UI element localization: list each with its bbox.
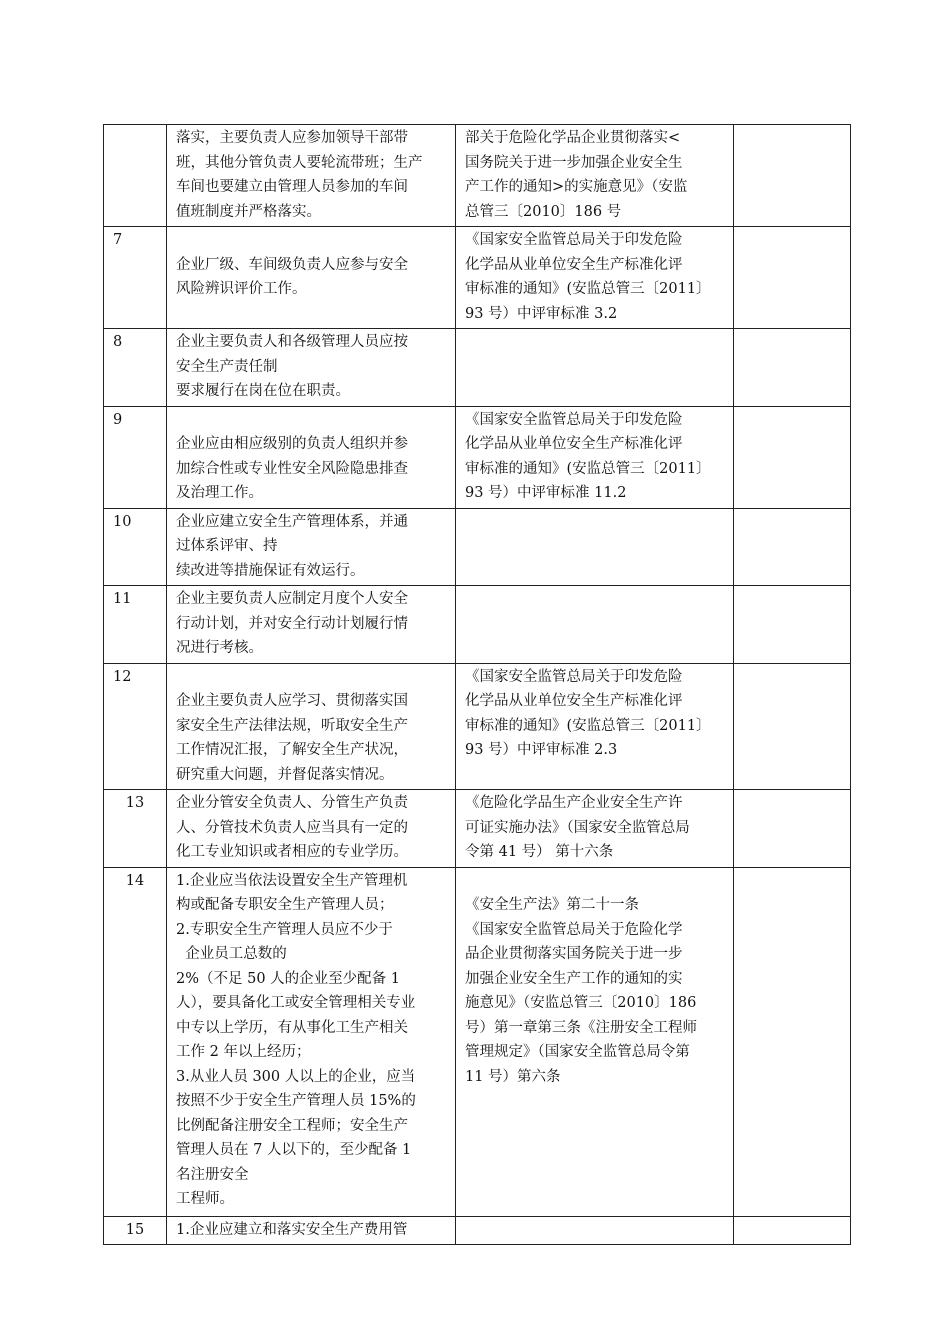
remark-cell: [734, 406, 851, 508]
table-row: [104, 867, 851, 1216]
row-number: 7: [104, 227, 167, 329]
basis-cell: [456, 1216, 734, 1245]
basis-line: 品企业贯彻落实国务院关于进一步: [465, 946, 683, 962]
basis-line: 令第 41 号） 第十六条: [465, 844, 614, 860]
requirement-line: 化工专业知识或者相应的专业学历。: [176, 844, 408, 860]
requirement-line: 及治理工作。: [176, 485, 263, 501]
requirement-line: 企业分管安全负责人、分管生产负责: [176, 795, 408, 811]
requirement-line: 企业主要负责人应制定月度个人安全: [176, 591, 408, 607]
basis-line: 审标准的通知》(安监总管三〔2011〕: [465, 460, 711, 477]
basis-line: 《国家安全监管总局关于危险化学: [465, 921, 683, 938]
basis-line: 审标准的通知》(安监总管三〔2011〕: [465, 717, 711, 734]
requirement-cell: [167, 329, 456, 407]
remark-cell: [734, 790, 851, 868]
requirement-line: 工作 2 年以上经历；: [176, 1044, 311, 1060]
basis-line: 93 号）中评审标准 2.3: [465, 742, 618, 758]
basis-cell: [456, 125, 734, 227]
basis-line: 《国家安全监管总局关于印发危险: [465, 411, 683, 428]
table-row: [104, 125, 851, 227]
basis-cell: [456, 586, 734, 664]
table-row: [104, 406, 851, 508]
row-number: 10: [104, 508, 167, 586]
requirement-line: 1.企业应当依法设置安全生产管理机: [176, 872, 408, 889]
requirement-cell: [167, 227, 456, 329]
table-row: [104, 508, 851, 586]
row-number: 8: [104, 329, 167, 407]
requirement-line: 比例配备注册安全工程师；安全生产: [176, 1117, 408, 1134]
remark-cell: [734, 586, 851, 664]
basis-line: 号）第一章第三条《注册安全工程师: [465, 1019, 697, 1036]
requirement-line: 研究重大问题，并督促落实情况。: [176, 766, 394, 783]
basis-line: 化学品从业单位安全生产标准化评: [465, 693, 683, 709]
table-row: [104, 663, 851, 790]
basis-cell: [456, 867, 734, 1216]
requirement-line: 企业应建立安全生产管理体系，并通: [176, 513, 408, 530]
basis-line: 11 号）第六条: [465, 1068, 561, 1085]
requirement-cell: [167, 790, 456, 868]
requirement-line: 况进行考核。: [176, 640, 263, 656]
basis-line: 化学品从业单位安全生产标准化评: [465, 256, 683, 273]
requirement-cell: [167, 663, 456, 790]
requirement-line: 人、分管技术负责人应当具有一定的: [176, 819, 408, 836]
requirement-line: 过体系评审、持: [176, 538, 278, 554]
basis-line: 管理规定》（国家安全监管总局令第: [465, 1044, 690, 1060]
requirement-line: 企业厂级、车间级负责人应参与安全: [176, 256, 408, 273]
requirement-line: 班，其他分管负责人要轮流带班；生产: [176, 154, 423, 171]
basis-cell: [456, 790, 734, 868]
basis-line: 总管三〔2010〕186 号: [465, 203, 622, 220]
requirement-line: 家安全生产法律法规，听取安全生产: [176, 717, 408, 734]
requirement-line: 企业员工总数的: [176, 946, 287, 962]
requirement-line: 工程师。: [176, 1191, 234, 1207]
requirement-line: 2.专职安全生产管理人员应不少于: [176, 921, 393, 938]
row-number: 14: [104, 867, 167, 1216]
basis-line: 审标准的通知》(安监总管三〔2011〕: [465, 281, 711, 297]
basis-line: 93 号）中评审标准 3.2: [465, 305, 618, 322]
basis-cell: [456, 227, 734, 329]
table-row: [104, 329, 851, 407]
requirement-line: 按照不少于安全生产管理人员 15%的: [176, 1093, 416, 1109]
row-number: [104, 125, 167, 227]
requirement-line: [176, 665, 449, 690]
table-row: [104, 227, 851, 329]
requirement-line: 中专以上学历，有从事化工生产相关: [176, 1019, 408, 1036]
requirement-line: 要求履行在岗在位在职责。: [176, 383, 350, 399]
requirement-line: 风险辨识评价工作。: [176, 281, 307, 297]
row-number: 13: [104, 790, 167, 868]
basis-cell: [456, 663, 734, 790]
requirement-cell: [167, 867, 456, 1216]
basis-line: 93 号）中评审标准 11.2: [465, 485, 627, 501]
row-number: 15: [104, 1216, 167, 1245]
basis-line: 《国家安全监管总局关于印发危险: [465, 232, 683, 248]
row-number: 9: [104, 406, 167, 508]
basis-line: 国务院关于进一步加强企业安全生: [465, 154, 683, 171]
remark-cell: [734, 1216, 851, 1245]
requirement-line: 行动计划，并对安全行动计划履行情: [176, 615, 408, 632]
row-number: 12: [104, 663, 167, 790]
requirement-line: 人），要具备化工或安全管理相关专业: [176, 995, 416, 1011]
table-row: [104, 1216, 851, 1245]
basis-line: 《安全生产法》第二十一条: [465, 897, 639, 913]
requirement-line: 企业应由相应级别的负责人组织并参: [176, 436, 408, 452]
safety-requirements-table: [103, 124, 851, 1245]
requirement-cell: [167, 586, 456, 664]
requirement-line: 车间也要建立由管理人员参加的车间: [176, 179, 408, 195]
table-body: [104, 125, 851, 1245]
remark-cell: [734, 867, 851, 1216]
basis-line: 加强企业安全生产工作的通知的实: [465, 970, 683, 987]
requirement-cell: [167, 125, 456, 227]
basis-line: 部关于危险化学品企业贯彻落实<: [465, 130, 681, 146]
requirement-line: 2%（不足 50 人的企业至少配备 1: [176, 970, 401, 987]
basis-line: [465, 869, 727, 894]
remark-cell: [734, 125, 851, 227]
requirement-line: 落实，主要负责人应参加领导干部带: [176, 130, 408, 146]
requirement-cell: [167, 406, 456, 508]
requirement-line: 管理人员在 7 人以下的，至少配备 1: [176, 1142, 412, 1158]
remark-cell: [734, 508, 851, 586]
basis-line: 产工作的通知>的实施意见》（安监: [465, 179, 688, 195]
basis-line: 《国家安全监管总局关于印发危险: [465, 668, 683, 685]
remark-cell: [734, 227, 851, 329]
remark-cell: [734, 663, 851, 790]
requirement-line: 安全生产责任制: [176, 358, 278, 375]
basis-cell: [456, 329, 734, 407]
requirement-line: 企业主要负责人应学习、贯彻落实国: [176, 693, 408, 709]
basis-cell: [456, 508, 734, 586]
table-row: [104, 586, 851, 664]
requirement-line: 1.企业应建立和落实安全生产费用管: [176, 1221, 408, 1238]
basis-line: 《危险化学品生产企业安全生产许: [465, 795, 683, 811]
requirement-cell: [167, 508, 456, 586]
requirement-line: [176, 228, 449, 253]
requirement-line: 企业主要负责人和各级管理人员应按: [176, 334, 408, 350]
basis-cell: [456, 406, 734, 508]
requirement-line: 构或配备专职安全生产管理人员；: [176, 897, 394, 913]
requirement-line: 加综合性或专业性安全风险隐患排查: [176, 460, 408, 477]
requirement-line: 值班制度并严格落实。: [176, 203, 321, 220]
basis-line: 化学品从业单位安全生产标准化评: [465, 436, 683, 452]
basis-line: 可证实施办法》（国家安全监管总局: [465, 819, 690, 836]
requirement-line: 名注册安全: [176, 1166, 249, 1183]
requirement-line: 3.从业人员 300 人以上的企业，应当: [176, 1068, 416, 1085]
row-number: 11: [104, 586, 167, 664]
requirement-cell: [167, 1216, 456, 1245]
remark-cell: [734, 329, 851, 407]
basis-line: 施意见》（安监总管三〔2010〕186: [465, 995, 697, 1011]
requirement-line: 工作情况汇报，了解安全生产状况，: [176, 742, 408, 758]
table-row: [104, 790, 851, 868]
requirement-line: 续改进等措施保证有效运行。: [176, 562, 365, 579]
requirement-line: [176, 408, 449, 433]
